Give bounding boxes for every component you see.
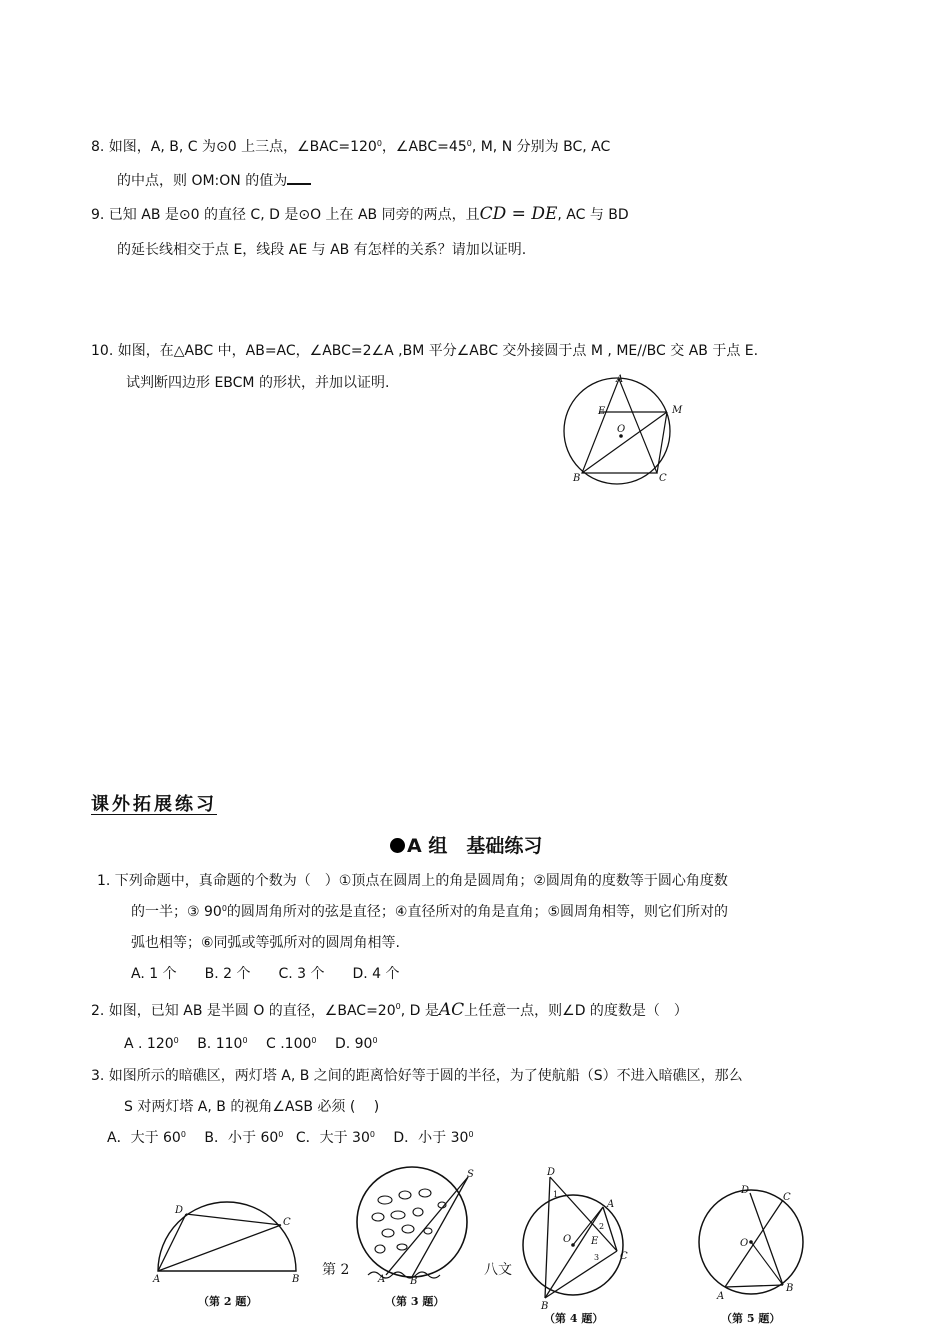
angle-2: 2 <box>599 1222 605 1231</box>
caption-2: （第 2 题） <box>198 1295 258 1308</box>
p1-options: A. 1 个 B. 2 个 C. 3 个 D. 4 个 <box>131 966 400 982</box>
angle-1: 1 <box>553 1190 559 1199</box>
label-b: B <box>410 1276 418 1285</box>
figure-5 <box>690 1180 815 1305</box>
label-e: E <box>591 1236 599 1247</box>
p2-options: A . $120^0$ B. $110^0$ C .100$^0$ D. $90^0$ <box>124 1036 378 1052</box>
q9-line2: 的延长线相交于点 E，线段 AE 与 AB 有怎样的关系？请加以证明. <box>117 242 527 258</box>
label-a: A <box>717 1291 725 1302</box>
angle-3: 3 <box>594 1253 600 1262</box>
p3-line2: S 对两灯塔 A, B 的视角∠ASB 必须 ( ) <box>124 1099 380 1115</box>
figure-3 <box>350 1165 490 1285</box>
p2-line1: 2. 如图，已知 AB 是半圆 O 的直径，$\angle BAC=20^0$, D 是AC上任意一点，则∠D 的度数是（ ） <box>91 1000 688 1020</box>
label-o: O <box>617 424 626 435</box>
label-a: A <box>378 1274 386 1285</box>
section-title: 课外拓展练习 <box>91 794 217 815</box>
label-b: B <box>541 1301 549 1312</box>
label-a: A <box>153 1274 161 1285</box>
p3-line1: 3. 如图所示的暗礁区，两灯塔 A, B 之间的距离恰好等于圆的半径，为了使航船（S）不进入暗礁区，那么 <box>91 1068 743 1084</box>
label-a: A <box>607 1199 615 1210</box>
label-m: M <box>672 405 683 416</box>
label-s: S <box>467 1169 474 1180</box>
q8-line1: 8. 如图，A, B, C 为⊙0 上三点，$\angle BAC=120^0$，$\angle ABC=45^0$, M, N 分别为 BC, AC <box>91 139 611 155</box>
arc-notation: AC <box>438 1000 465 1020</box>
p1-line1: 1. 下列命题中，真命题的个数为（ ）①顶点在圆周上的角是圆周角；②圆周角的度数等于圆心角度数 <box>97 873 728 889</box>
caption-5: （第 5 题） <box>721 1312 781 1325</box>
figure-4 <box>515 1165 640 1315</box>
answer-blank[interactable] <box>287 169 311 185</box>
q8-line2: 的中点，则 OM:ON 的值为 <box>117 169 311 191</box>
label-d: D <box>547 1167 556 1178</box>
label-c: C <box>783 1192 791 1203</box>
p1-line3: 弧也相等；⑥同弧或等弧所对的圆周角相等. <box>131 935 400 951</box>
label-d: D <box>175 1205 184 1216</box>
label-b: B <box>573 473 581 484</box>
label-b: B <box>786 1283 794 1294</box>
caption-3: （第 3 题） <box>385 1295 445 1308</box>
label-b: B <box>292 1274 300 1285</box>
overlay-text-1: 第 2 <box>322 1259 349 1279</box>
group-title: A 组 基础练习 <box>390 831 542 858</box>
label-o: O <box>563 1234 572 1245</box>
p3-options: A．大于 $60^0$ B．小于 $60^0$ C．大于 $30^0$ D．小于 $30^0$ <box>107 1130 474 1146</box>
figure-2 <box>150 1195 310 1285</box>
label-e: E <box>598 406 606 417</box>
q10-line1: 10. 如图，在△ABC 中，AB=AC，∠ABC=2∠A ,BM 平分∠ABC 交外接圆于点 M , ME//BC 交 AB 于点 E. <box>91 343 759 359</box>
label-c: C <box>620 1251 628 1262</box>
q10-figure <box>555 370 695 490</box>
caption-4: （第 4 题） <box>544 1312 604 1325</box>
overlay-text-2: 八文 <box>484 1259 512 1279</box>
label-c: C <box>659 473 667 484</box>
label-d: D <box>741 1185 750 1196</box>
label-o: O <box>740 1238 749 1249</box>
p1-line2: 的一半；③ $90^0$的圆周角所对的弦是直径；④直径所对的角是直角；⑤圆周角相等，则它们所对的 <box>131 904 729 920</box>
label-a: A <box>616 374 624 385</box>
label-c: C <box>283 1217 291 1228</box>
arc-notation: CD = DE <box>479 204 558 224</box>
q10-line2: 试判断四边形 EBCM 的形状，并加以证明. <box>126 375 390 391</box>
q9-line1: 9. 已知 AB 是⊙0 的直径 C, D 是⊙O 上在 AB 同旁的两点，且CD = DE, AC 与 BD <box>91 204 629 224</box>
bullet-dot <box>390 838 405 853</box>
